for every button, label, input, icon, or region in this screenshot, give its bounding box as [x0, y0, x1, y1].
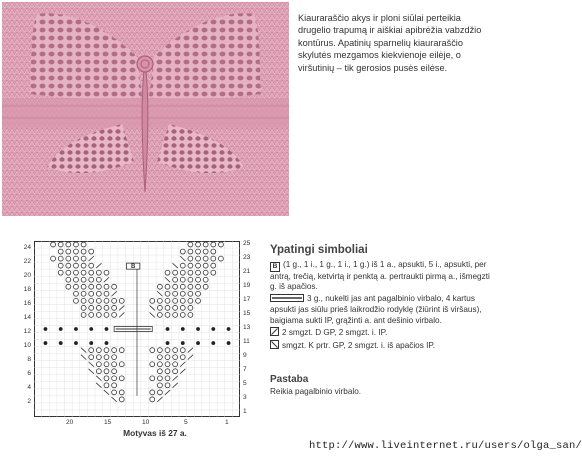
purl-dot-mark	[59, 341, 63, 345]
yarn-over-mark	[104, 305, 109, 310]
yarn-over-mark	[196, 263, 201, 268]
yarn-over-mark	[112, 390, 117, 395]
yarn-over-mark	[203, 249, 208, 254]
legend-item-k	[270, 340, 492, 352]
yarn-over-mark	[173, 312, 178, 317]
purl-dot-mark	[166, 341, 170, 345]
yarn-over-mark	[89, 348, 94, 353]
yarn-over-mark	[104, 348, 109, 353]
b-box-icon: B	[270, 262, 280, 272]
yarn-over-mark	[188, 270, 193, 275]
yarn-over-mark	[58, 242, 63, 247]
yarn-over-mark	[104, 376, 109, 381]
left-decrease-mark	[111, 397, 116, 402]
yarn-over-mark	[112, 383, 117, 388]
yarn-over-mark	[203, 270, 208, 275]
purl-dot-mark	[74, 327, 78, 331]
yarn-over-mark	[165, 383, 170, 388]
yarn-over-mark	[74, 256, 79, 261]
yarn-over-mark	[188, 249, 193, 254]
symbols-legend	[270, 260, 492, 354]
purl-dot-mark	[89, 327, 93, 331]
yarn-over-mark	[89, 263, 94, 268]
yarn-over-mark	[157, 355, 162, 360]
right-decrease-mark	[172, 376, 177, 381]
row-number: 25	[243, 240, 251, 247]
legend-item-d	[270, 327, 492, 339]
yarn-over-mark	[104, 355, 109, 360]
right-decrease-mark	[188, 348, 193, 353]
yarn-over-mark	[81, 263, 86, 268]
yarn-over-mark	[112, 305, 117, 310]
yarn-over-mark	[180, 298, 185, 303]
yarn-over-mark	[81, 312, 86, 317]
yarn-over-mark	[157, 390, 162, 395]
legend-text: smgzt. K prtr. GP, 2 smgzt. i. iš apačios IP.	[282, 341, 436, 351]
yarn-over-mark	[173, 348, 178, 353]
left-decrease-mark	[150, 305, 155, 310]
yarn-over-mark	[188, 263, 193, 268]
yarn-over-mark	[58, 256, 63, 261]
yarn-over-mark	[173, 305, 178, 310]
yarn-over-mark	[112, 369, 117, 374]
purl-dot-mark	[181, 327, 185, 331]
yarn-over-mark	[188, 242, 193, 247]
column-number: 1	[225, 419, 229, 426]
yarn-over-mark	[165, 270, 170, 275]
row-number: 2	[27, 398, 31, 405]
yarn-over-mark	[157, 376, 162, 381]
yarn-over-mark	[173, 291, 178, 296]
yarn-over-mark	[165, 348, 170, 353]
note-title: Pastaba	[270, 374, 309, 385]
yarn-over-mark	[112, 312, 117, 317]
yarn-over-mark	[157, 348, 162, 353]
yarn-over-mark	[74, 249, 79, 254]
yarn-over-mark	[157, 312, 162, 317]
yarn-over-mark	[203, 263, 208, 268]
row-number: 12	[23, 328, 31, 335]
yarn-over-mark	[119, 362, 124, 367]
yarn-over-mark	[180, 284, 185, 289]
purl-dot-mark	[181, 341, 185, 345]
yarn-over-mark	[96, 277, 101, 282]
right-decrease-mark	[172, 383, 177, 388]
yarn-over-mark	[196, 242, 201, 247]
yarn-over-mark	[211, 270, 216, 275]
row-number: 18	[23, 286, 31, 293]
yarn-over-mark	[165, 362, 170, 367]
yarn-over-mark	[196, 270, 201, 275]
yarn-over-mark	[112, 298, 117, 303]
legend-item-long	[270, 294, 492, 326]
left-decrease-mark	[180, 256, 185, 261]
yarn-over-mark	[203, 242, 208, 247]
row-number: 24	[23, 244, 31, 251]
yarn-over-mark	[66, 270, 71, 275]
yarn-over-mark	[74, 242, 79, 247]
yarn-over-mark	[104, 291, 109, 296]
yarn-over-mark	[173, 284, 178, 289]
yarn-over-mark	[196, 291, 201, 296]
purl-dot-mark	[196, 341, 200, 345]
left-decrease-mark	[165, 277, 170, 282]
yarn-over-mark	[157, 305, 162, 310]
yarn-over-mark	[96, 305, 101, 310]
purl-dot-mark	[227, 341, 231, 345]
yarn-over-mark	[66, 284, 71, 289]
yarn-over-mark	[96, 362, 101, 367]
yarn-over-mark	[203, 284, 208, 289]
source-url: http://www.liveinternet.ru/users/olga_san/	[309, 440, 582, 452]
yarn-over-mark	[180, 270, 185, 275]
yarn-over-mark	[203, 277, 208, 282]
yarn-over-mark	[173, 270, 178, 275]
legend-text: (1 g., 1 i., 1 g., 1 i., 1 g.) iš 1 a., apsukti, 5 i., apsukti, per antrą, trečią, ketvirtą ir penktą a. pertraukti pirmą a., išmegzti g. iš apačios.	[270, 260, 490, 292]
yarn-over-mark	[188, 277, 193, 282]
yarn-over-mark	[165, 284, 170, 289]
purl-dot-mark	[211, 327, 215, 331]
yarn-over-mark	[112, 284, 117, 289]
right-decrease-mark	[188, 355, 193, 360]
row-number: 11	[243, 338, 250, 345]
yarn-over-mark	[173, 277, 178, 282]
yarn-over-mark	[89, 291, 94, 296]
purl-dot-mark	[44, 341, 48, 345]
right-decrease-mark	[165, 390, 170, 395]
yarn-over-mark	[74, 298, 79, 303]
row-number: 23	[243, 254, 251, 261]
purl-dot-mark	[59, 327, 63, 331]
purl-dot-mark	[196, 327, 200, 331]
chart-grid	[34, 241, 240, 417]
yarn-over-mark	[96, 355, 101, 360]
yarn-over-mark	[150, 390, 155, 395]
left-decrease-mark	[150, 312, 155, 317]
yarn-over-mark	[96, 291, 101, 296]
yarn-over-mark	[150, 298, 155, 303]
yarn-over-mark	[89, 312, 94, 317]
column-number: 5	[184, 419, 188, 426]
row-number: 9	[243, 352, 247, 359]
yarn-over-mark	[119, 376, 124, 381]
yarn-over-mark	[119, 397, 124, 402]
row-number: 3	[243, 394, 247, 401]
yarn-over-mark	[89, 355, 94, 360]
yarn-over-mark	[173, 355, 178, 360]
yarn-over-mark	[81, 305, 86, 310]
purl-dot-mark	[227, 327, 231, 331]
yarn-over-mark	[89, 284, 94, 289]
purl-dot-mark	[105, 327, 109, 331]
yarn-over-mark	[165, 298, 170, 303]
left-decrease-mark	[96, 376, 101, 381]
yarn-over-mark	[211, 263, 216, 268]
yarn-over-mark	[96, 348, 101, 353]
yarn-over-mark	[165, 376, 170, 381]
yarn-over-mark	[180, 305, 185, 310]
yarn-over-mark	[211, 256, 216, 261]
right-decrease-mark	[119, 312, 124, 317]
right-decrease-mark	[104, 277, 109, 282]
yarn-over-mark	[81, 277, 86, 282]
yarn-over-mark	[89, 270, 94, 275]
yarn-over-mark	[188, 284, 193, 289]
yarn-over-mark	[112, 362, 117, 367]
yarn-over-mark	[58, 270, 63, 275]
yarn-over-mark	[211, 242, 216, 247]
legend-item-b	[270, 260, 492, 293]
yarn-over-mark	[104, 270, 109, 275]
yarn-over-mark	[58, 263, 63, 268]
yarn-over-mark	[150, 362, 155, 367]
yarn-over-mark	[51, 242, 56, 247]
right-decrease-mark	[119, 305, 124, 310]
yarn-over-mark	[157, 369, 162, 374]
yarn-over-mark	[112, 348, 117, 353]
yarn-over-mark	[180, 312, 185, 317]
row-number: 17	[243, 296, 251, 303]
yarn-over-mark	[165, 312, 170, 317]
row-number: 4	[27, 384, 31, 391]
yarn-over-mark	[150, 348, 155, 353]
yarn-over-mark	[89, 277, 94, 282]
yarn-over-mark	[104, 298, 109, 303]
knitted-butterfly-photo	[2, 2, 289, 216]
yarn-over-mark	[104, 383, 109, 388]
row-number: 8	[27, 356, 31, 363]
row-number: 19	[243, 282, 251, 289]
purl-dot-mark	[105, 341, 109, 345]
right-decrease-mark	[89, 256, 94, 261]
yarn-over-mark	[81, 270, 86, 275]
yarn-over-mark	[89, 249, 94, 254]
note-text: Reikia pagalbinio virbalo.	[270, 387, 362, 396]
b-box-label: B	[131, 263, 136, 270]
yarn-over-mark	[173, 369, 178, 374]
yarn-over-mark	[196, 256, 201, 261]
yarn-over-mark	[66, 263, 71, 268]
yarn-over-mark	[180, 277, 185, 282]
yarn-over-mark	[89, 305, 94, 310]
yarn-over-mark	[112, 376, 117, 381]
yarn-over-mark	[180, 355, 185, 360]
yarn-over-mark	[196, 284, 201, 289]
purl-dot-mark	[74, 341, 78, 345]
yarn-over-mark	[203, 256, 208, 261]
row-number: 14	[23, 314, 31, 321]
yarn-over-mark	[196, 249, 201, 254]
row-number: 16	[23, 300, 31, 307]
yarn-over-mark	[165, 369, 170, 374]
yarn-over-mark	[66, 277, 71, 282]
purl-dot-mark	[211, 341, 215, 345]
row-number: 7	[243, 366, 247, 373]
yarn-over-mark	[196, 277, 201, 282]
yarn-over-mark	[112, 355, 117, 360]
yarn-over-mark	[96, 284, 101, 289]
yarn-over-mark	[104, 369, 109, 374]
right-decrease-mark	[180, 362, 185, 367]
row-number: 10	[23, 342, 31, 349]
yarn-over-mark	[165, 291, 170, 296]
yarn-over-mark	[188, 312, 193, 317]
yarn-over-mark	[180, 348, 185, 353]
row-number: 5	[243, 380, 247, 387]
repeat-label: Motyvas iš 27 a.	[123, 428, 187, 438]
column-number: 10	[142, 419, 150, 426]
yarn-over-mark	[196, 298, 201, 303]
yarn-over-mark	[218, 256, 223, 261]
purl-dot-mark	[44, 327, 48, 331]
yarn-over-mark	[81, 298, 86, 303]
left-decrease-mark	[172, 263, 177, 268]
long-bar-icon	[270, 294, 304, 305]
left-decrease-mark	[89, 369, 94, 374]
yarn-over-mark	[104, 362, 109, 367]
yarn-over-mark	[188, 305, 193, 310]
yarn-over-mark	[119, 390, 124, 395]
purl-dot-mark	[166, 327, 170, 331]
yarn-over-mark	[188, 298, 193, 303]
right-slant-icon	[270, 327, 279, 339]
row-number: 15	[243, 310, 251, 317]
yarn-over-mark	[74, 270, 79, 275]
yarn-over-mark	[74, 284, 79, 289]
left-slant-icon	[270, 340, 279, 352]
left-decrease-mark	[104, 390, 109, 395]
yarn-over-mark	[157, 298, 162, 303]
yarn-over-mark	[96, 312, 101, 317]
knitting-chart	[34, 241, 240, 417]
yarn-over-mark	[180, 291, 185, 296]
yarn-over-mark	[104, 312, 109, 317]
yarn-over-mark	[157, 362, 162, 367]
yarn-over-mark	[188, 291, 193, 296]
legend-text: 2 smgzt. D GP, 2 smgzt. i. IP.	[282, 328, 388, 338]
yarn-over-mark	[96, 369, 101, 374]
symbols-title: Ypatingi simboliai	[270, 244, 368, 256]
yarn-over-mark	[188, 256, 193, 261]
butterfly-photo-art	[2, 2, 289, 216]
right-decrease-mark	[96, 263, 101, 268]
yarn-over-mark	[104, 284, 109, 289]
right-decrease-mark	[111, 291, 116, 296]
row-number: 13	[243, 324, 251, 331]
row-number: 22	[23, 258, 31, 265]
yarn-over-mark	[81, 256, 86, 261]
row-number: 1	[243, 408, 247, 415]
yarn-over-mark	[96, 298, 101, 303]
yarn-over-mark	[81, 249, 86, 254]
yarn-over-mark	[157, 383, 162, 388]
right-decrease-mark	[157, 397, 162, 402]
yarn-over-mark	[150, 397, 155, 402]
row-number: 6	[27, 370, 31, 377]
purl-dot-mark	[89, 341, 93, 345]
yarn-over-mark	[173, 298, 178, 303]
yarn-over-mark	[157, 284, 162, 289]
column-number: 15	[104, 419, 112, 426]
photo-caption: Kiauraraščio akys ir ploni siūlai perteikia drugelio trapumą ir aiškiai apibrėžia vabzdžio kontūrus. Apatinių sparnelių kiauraraščio skylutės mezgamos kiekvienoje eilėje, o viršutinių – tik gerosios pusės eilėse.	[298, 13, 482, 73]
row-number: 21	[243, 268, 251, 275]
left-decrease-mark	[89, 362, 94, 367]
yarn-over-mark	[81, 284, 86, 289]
yarn-over-mark	[58, 249, 63, 254]
column-number: 20	[66, 419, 74, 426]
left-decrease-mark	[81, 355, 86, 360]
left-decrease-mark	[81, 348, 86, 353]
yarn-over-mark	[81, 242, 86, 247]
yarn-over-mark	[81, 291, 86, 296]
legend-text: 3 g., nukelti jas ant pagalbinio virbalo, 4 kartus apsukti jas siūlu prieš laikrodžio rodyklę (žiūrint iš viršaus), baigiama sukti IP, grąžinti a. ant dešinio virbalo.	[270, 293, 482, 325]
yarn-over-mark	[74, 263, 79, 268]
yarn-over-mark	[150, 376, 155, 381]
yarn-over-mark	[74, 291, 79, 296]
yarn-over-mark	[89, 298, 94, 303]
yarn-over-mark	[66, 249, 71, 254]
yarn-over-mark	[51, 256, 56, 261]
yarn-over-mark	[119, 348, 124, 353]
yarn-over-mark	[211, 249, 216, 254]
yarn-over-mark	[66, 242, 71, 247]
yarn-over-mark	[74, 277, 79, 282]
yarn-over-mark	[165, 305, 170, 310]
yarn-over-mark	[173, 362, 178, 367]
left-decrease-mark	[157, 291, 162, 296]
row-number: 20	[23, 272, 31, 279]
yarn-over-mark	[180, 249, 185, 254]
right-decrease-mark	[180, 369, 185, 374]
yarn-over-mark	[180, 263, 185, 268]
yarn-over-mark	[165, 355, 170, 360]
left-decrease-mark	[96, 383, 101, 388]
yarn-over-mark	[218, 242, 223, 247]
yarn-over-mark	[66, 256, 71, 261]
yarn-over-mark	[96, 270, 101, 275]
yarn-over-mark	[119, 298, 124, 303]
